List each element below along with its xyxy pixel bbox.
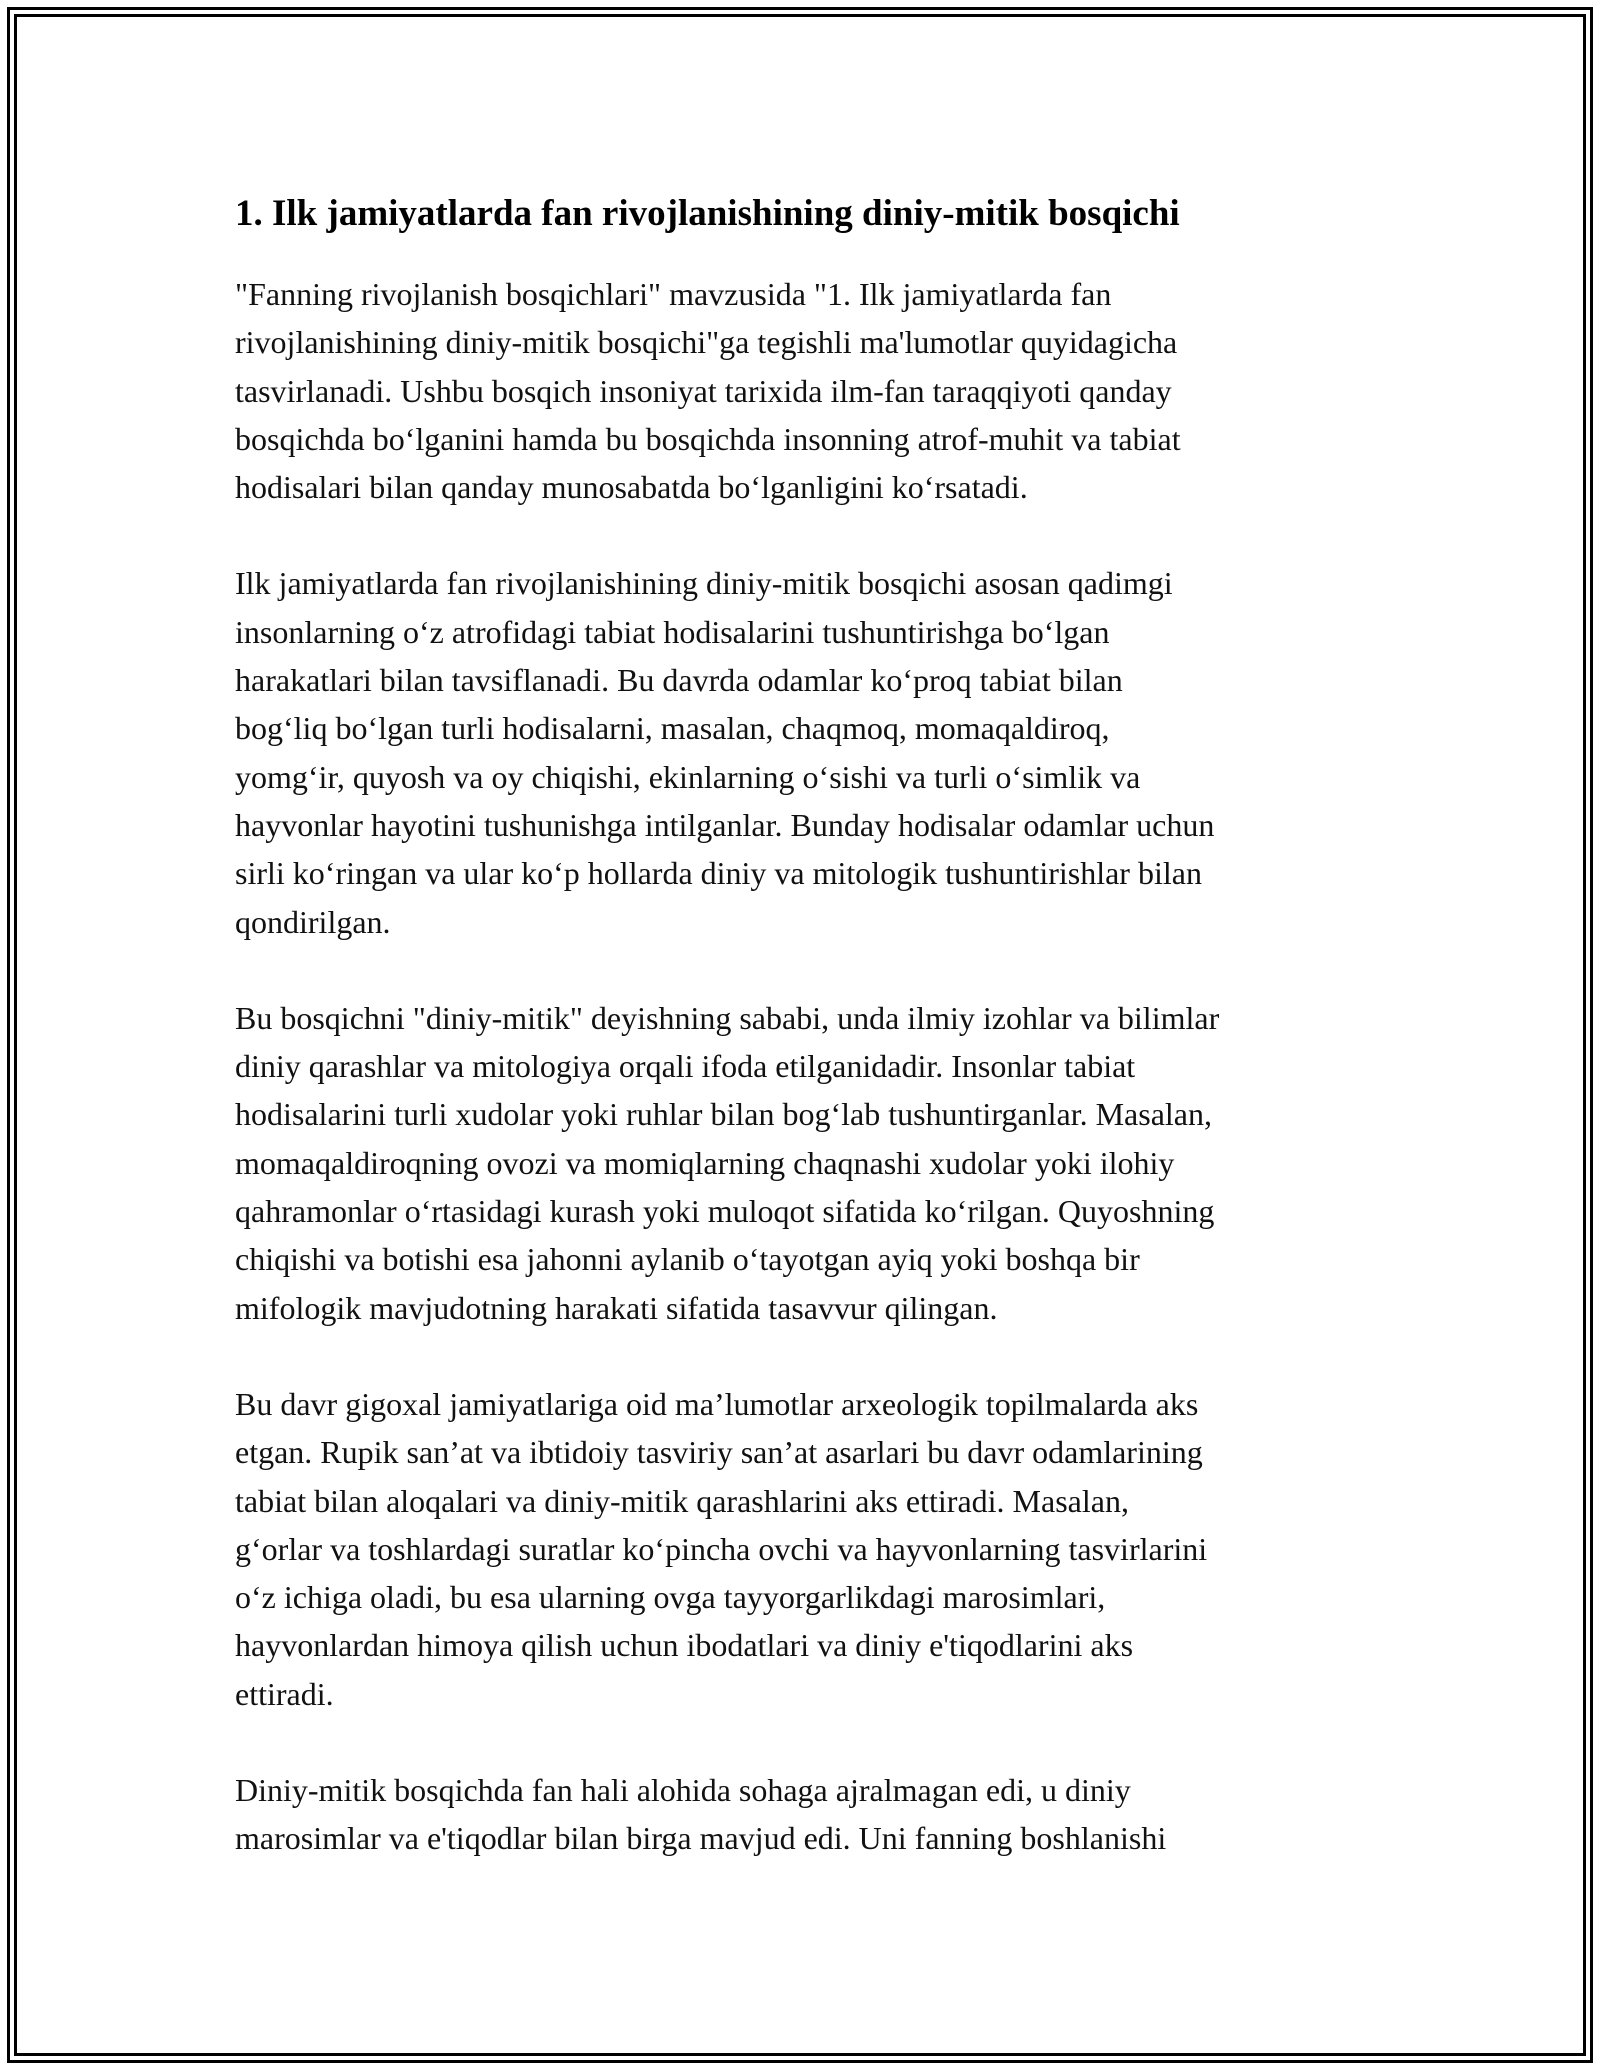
paragraph-line: harakatlari bilan tavsiflanadi. Bu davrda odamlar ko‘proq tabiat bilan [235,662,1123,699]
paragraph-line: Bu davr gigoxal jamiyatlariga oid ma’lumotlar arxeologik topilmalarda aks [235,1385,1199,1422]
paragraph-line: Bu bosqichni "diniy-mitik" deyishning sababi, unda ilmiy izohlar va bilimlar [235,999,1220,1036]
paragraph-line: hayvonlar hayotini tushunishga intilganlar. Bunday hodisalar odamlar uchun [235,806,1215,843]
paragraph-line: momaqaldiroqning ovozi va momiqlarning chaqnashi xudolar yoki ilohiy [235,1144,1175,1181]
paragraph-line: yomg‘ir, quyosh va oy chiqishi, ekinlarning o‘sishi va turli o‘simlik va [235,758,1141,795]
paragraph-line: bog‘liq bo‘lgan turli hodisalarni, masalan, chaqmoq, momaqaldiroq, [235,710,1110,747]
paragraph-line: bosqichda bo‘lganini hamda bu bosqichda insonning atrof-muhit va tabiat [235,420,1181,457]
paragraph-line: ettiradi. [235,1675,334,1712]
paragraph-line: Ilk jamiyatlarda fan rivojlanishining diniy-mitik bosqichi asosan qadimgi [235,565,1173,602]
paragraph-line: hodisalarini turli xudolar yoki ruhlar bilan bog‘lab tushuntirganlar. Masalan, [235,1096,1212,1133]
paragraph [235,994,1375,1332]
paragraph-line: diniy qarashlar va mitologiya orqali ifoda etilganidadir. Insonlar tabiat [235,1048,1136,1085]
paragraph [235,559,1375,945]
page-title: 1. Ilk jamiyatlarda fan rivojlanishining diniy-mitik bosqichi [235,193,1180,234]
paragraph [235,1380,1375,1718]
paragraph-line: qondirilgan. [235,903,391,940]
paragraph-line: hayvonlardan himoya qilish uchun ibodatlari va diniy e'tiqodlarini aks [235,1627,1134,1664]
document-body [235,185,1375,1911]
paragraph-line: mifologik mavjudotning harakati sifatida tasavvur qilingan. [235,1289,998,1326]
paragraph-line: etgan. Rupik san’at va ibtidoiy tasviriy san’at asarlari bu davr odamlarining [235,1434,1203,1471]
paragraph-line: insonlarning o‘z atrofidagi tabiat hodisalarini tushuntirishga bo‘lgan [235,613,1110,650]
paragraph [235,270,1375,511]
paragraph-line: rivojlanishining diniy-mitik bosqichi"ga tegishli ma'lumotlar quyidagicha [235,324,1178,361]
paragraph [235,1766,1375,1863]
paragraph-line: hodisalari bilan qanday munosabatda bo‘lganligini ko‘rsatadi. [235,469,1028,506]
paragraph-line: Diniy-mitik bosqichda fan hali alohida sohaga ajralmagan edi, u diniy [235,1772,1131,1809]
paragraph-line: tabiat bilan aloqalari va diniy-mitik qarashlarini aks ettiradi. Masalan, [235,1482,1129,1519]
paragraph-line: g‘orlar va toshlardagi suratlar ko‘pincha ovchi va hayvonlarning tasvirlarini [235,1530,1208,1567]
paragraph-line: o‘z ichiga oladi, bu esa ularning ovga tayyorgarlikdagi marosimlari, [235,1579,1106,1616]
paragraph-line: tasvirlanadi. Ushbu bosqich insoniyat tarixida ilm-fan taraqqiyoti qanday [235,372,1172,409]
paragraph-line: marosimlar va e'tiqodlar bilan birga mavjud edi. Uni fanning boshlanishi [235,1820,1167,1857]
paragraph-list [235,270,1375,1863]
paragraph-line: qahramonlar o‘rtasidagi kurash yoki muloqot sifatida ko‘rilgan. Quyoshning [235,1193,1215,1230]
paragraph-line: "Fanning rivojlanish bosqichlari" mavzusida "1. Ilk jamiyatlarda fan [235,276,1112,312]
paragraph-line: sirli ko‘ringan va ular ko‘p hollarda diniy va mitologik tushuntirishlar bilan [235,855,1202,892]
paragraph-line: chiqishi va botishi esa jahonni aylanib o‘tayotgan ayiq yoki boshqa bir [235,1241,1140,1278]
